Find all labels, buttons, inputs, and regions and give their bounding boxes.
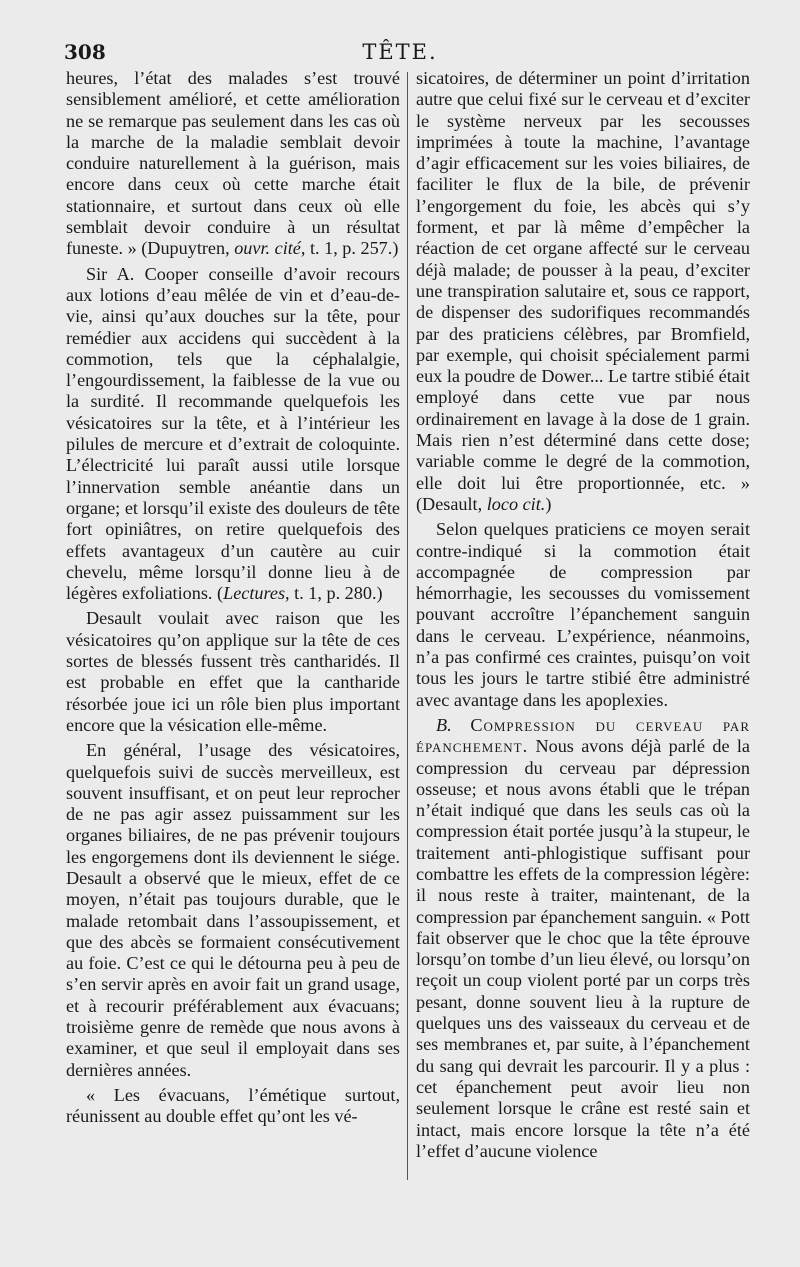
section-heading: Compression du cerveau par épanchement. — [416, 714, 750, 757]
section-paragraph: B. Compression du cerveau par épanchement. Nous avons déjà parlé de la compression du cerveau par dépression osseuse; et nous avons établi que le trépan n’était indiqué que dans les seuls cas où la compression était portée jusqu’à la stupeur, le traitement anti-phlogistique suffisant pour combattre les effets de la compression légère: il nous reste à traiter, maintenant, de la compression par épanchement sanguin. « Pott fait observer que le choc que la tête éprouve lorsqu’on tombe d’un lieu élevé, ou lorsqu’on reçoit un coup violent porté par un corps très pesant, donne souvent lieu à la rupture de quelques uns des vaisseaux du cerveau et de ses membranes et, par suite, à l’épanchement du sang qui devrait les parcourir. Il y a plus : cet épanchement peut avoir lieu non seulement lorsque le crâne est resté sain et intact, mais encore lorsque la tête n’a été l’effet d’aucune violence — [416, 714, 750, 1161]
paragraph: heures, l’état des malades s’est trouvé sensiblement amélioré, et cette amélioration ne se remarque pas seulement dans les cas où la marche de la maladie semblait devoir conduire naturellement à la guérison, mais encore dans ceux où cette marche était stationnaire, et surtout dans ceux où elle semblait devoir conduire à un résultat funeste. » (Dupuytren, ouvr. cité, t. 1, p. 257.) — [66, 68, 400, 259]
paragraph: « Les évacuans, l’émétique surtout, réunissent au double effet qu’ont les vé- — [66, 1084, 400, 1127]
paragraph: Selon quelques praticiens ce moyen serait contre-indiqué si la commotion était accompagnée de compression par hémorrhagie, les secousses du vomissement pouvant accroître l’épanchement sanguin dans le cerveau. L’expérience, néanmoins, n’a pas confirmé ces craintes, puisqu’on voit tous les jours le tartre stibié être administré avec avantage dans les apoplexies. — [416, 519, 750, 710]
paragraph: En général, l’usage des vésicatoires, quelquefois suivi de succès merveilleux, est souvent insuffisant, et on peut leur reprocher de ne pas agir assez puissamment sur les organes biliaires, de ne pas prévenir toujours les engorgemens dont ils deviennent le siége. Desault a observé que le mieux, effet de ce moyen, n’était pas toujours durable, que le malade retombait dans l’assoupissement, et que des abcès se formaient consécutivement au foie. C’est ce qui le détourna peu à peu de s’en servir après en avoir fait un grand usage, et à recourir préférablement aux évacuans; troisième genre de remède que nous avons à examiner, et que seul il employait dans ses dernières années. — [66, 740, 400, 1080]
paragraph: Sir A. Cooper conseille d’avoir recours aux lotions d’eau mêlée de vin et d’eau-de-vie, ainsi qu’aux douches sur la tête, pour remédier aux accidens qui succèdent à la commotion, tels que la céphalalgie, l’engourdissement, la faiblesse de la vue ou la surdité. Il recommande quelquefois les vésicatoires sur la tête, et à l’intérieur les pilules de mercure et d’extrait de coloquinte. L’électricité lui paraît aussi utile lorsque l’innervation semble anéantie dans un organe; et lorsqu’il existe des douleurs de tête fort opiniâtres, on retire quelquefois des effets avantageux d’un cautère au cuir chevelu, même lorsqu’il donne lieu à de légères exfoliations. (Lectures, t. 1, p. 280.) — [66, 263, 400, 604]
paragraph: Desault voulait avec raison que les vésicatoires qu’on applique sur la tête de ces sortes de blessés fussent très cantharidés. Il est probable en effet que la cantharide résorbée joue ici un rôle bien plus important encore que la vésication elle-même. — [66, 608, 400, 735]
left-column — [66, 68, 400, 1132]
page-number: 308 — [64, 40, 106, 64]
right-column — [416, 68, 750, 1166]
column-divider — [407, 72, 408, 1180]
running-head: TÊTE. — [362, 40, 438, 64]
page-header — [64, 40, 736, 68]
paragraph: sicatoires, de déterminer un point d’irritation autre que celui fixé sur le cerveau et d’exciter le système nerveux par les secousses imprimées à toute la machine, l’avantage d’agir efficacement sur les voies biliaires, de faciliter le flux de la bile, de prévenir l’engorgement du foie, les abcès qui s’y forment, et par là même d’empêcher la réaction de cet organe affecté sur le cerveau déjà malade; de pousser à la peau, d’exciter une transpiration salutaire et, sous ce rapport, de dispenser des sudorifiques recommandés par des praticiens célèbres, par Bromfield, par exemple, qui choisit spécialement parmi eux la poudre de Dower... Le tartre stibié était employé dans cette vue par nous ordinairement en lavage à la dose de 1 grain. Mais rien n’est déterminé dans cette dose; variable comme le degré de la commotion, elle doit lui être proportionnée, etc. » (Desault, loco cit.) — [416, 68, 750, 514]
section-label: B. — [436, 714, 452, 735]
